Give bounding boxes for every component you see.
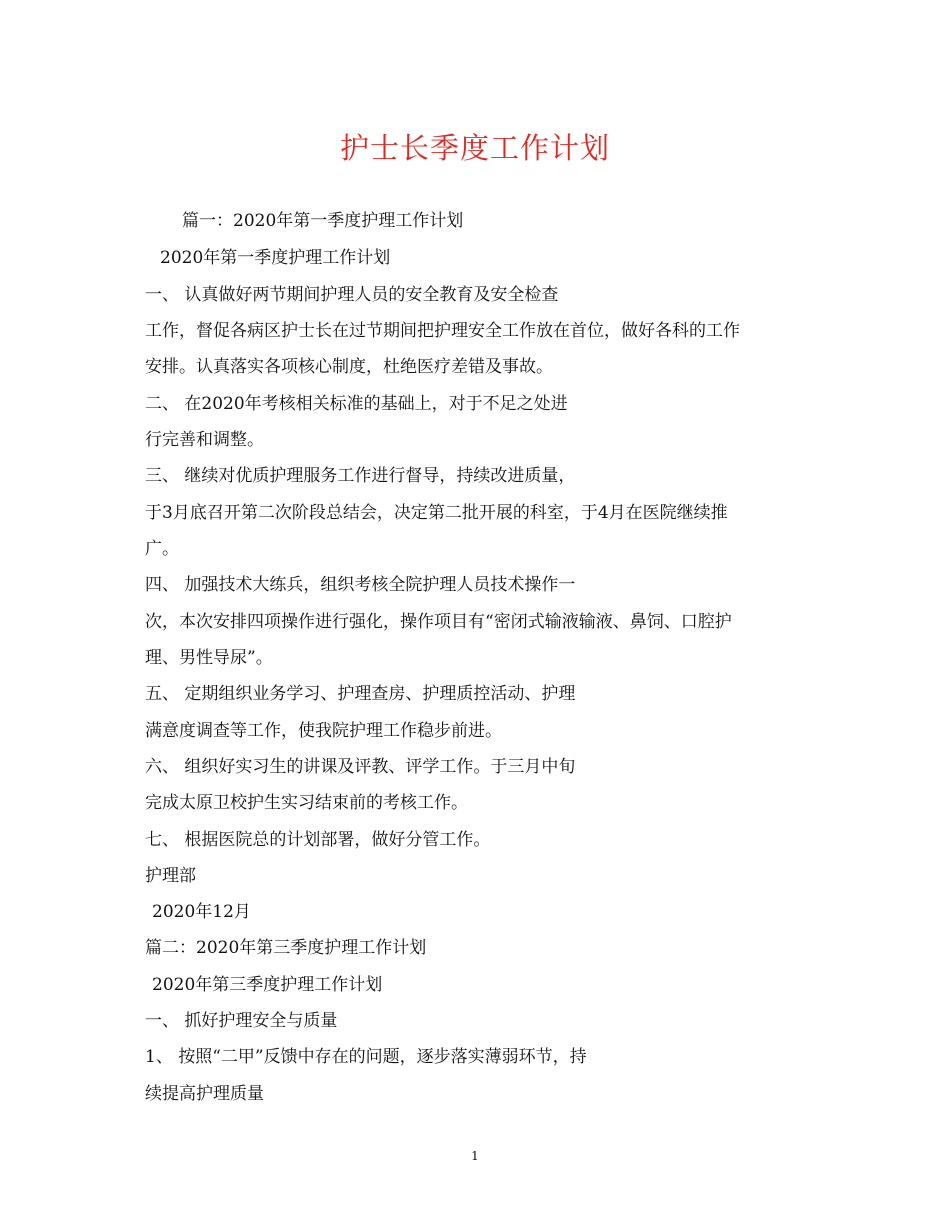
text-line: 理、男性导尿”。 <box>145 648 273 668</box>
page-number: 1 <box>471 1149 479 1163</box>
text-line: 完成太原卫校护生实习结束前的考核工作。 <box>145 793 468 813</box>
text-line: 2020年第三季度护理工作计划 <box>152 975 383 995</box>
text-line: 三、 继续对优质护理服务工作进行督导，持续改进质量， <box>145 466 576 486</box>
text-line: 续提高护理质量 <box>145 1084 264 1104</box>
text-line: 广。 <box>145 539 179 559</box>
text-line: 2020年12月 <box>152 902 251 922</box>
text-line: 一、 抓好护理安全与质量 <box>145 1011 338 1031</box>
document-title: 护士长季度工作计划 <box>339 131 610 165</box>
text-line: 行完善和调整。 <box>145 430 264 450</box>
text-line: 于3月底召开第二次阶段总结会，决定第二批开展的科室，于4月在医院继续推 <box>145 503 728 523</box>
text-line: 满意度调查等工作，使我院护理工作稳步前进。 <box>145 721 502 741</box>
text-line: 篇一：2020年第一季度护理工作计划 <box>182 211 464 231</box>
text-line: 工作，督促各病区护士长在过节期间把护理安全工作放在首位，做好各科的工作 <box>145 321 740 341</box>
text-line: 安排。认真落实各项核心制度，杜绝医疗差错及事故。 <box>145 357 553 377</box>
text-line: 篇二：2020年第三季度护理工作计划 <box>145 938 427 958</box>
text-line: 四、 加强技术大练兵，组织考核全院护理人员技术操作一 <box>145 575 576 595</box>
text-line: 一、 认真做好两节期间护理人员的安全教育及安全检查 <box>145 285 559 305</box>
text-line: 六、 组织好实习生的讲课及评教、评学工作。于三月中旬 <box>145 757 576 777</box>
text-line: 五、 定期组织业务学习、护理查房、护理质控活动、护理 <box>145 684 576 704</box>
text-line: 七、 根据医院总的计划部署，做好分管工作。 <box>145 830 491 850</box>
text-line: 次，本次安排四项操作进行强化，操作项目有“密闭式输液输液、鼻饲、口腔护 <box>145 612 732 632</box>
text-line: 护理部 <box>145 866 196 886</box>
text-line: 1、 按照“二甲”反馈中存在的问题，逐步落实薄弱环节，持 <box>145 1047 587 1067</box>
text-line: 二、 在2020年考核相关标准的基础上，对于不足之处进 <box>145 394 568 414</box>
text-line: 2020年第一季度护理工作计划 <box>160 248 391 268</box>
